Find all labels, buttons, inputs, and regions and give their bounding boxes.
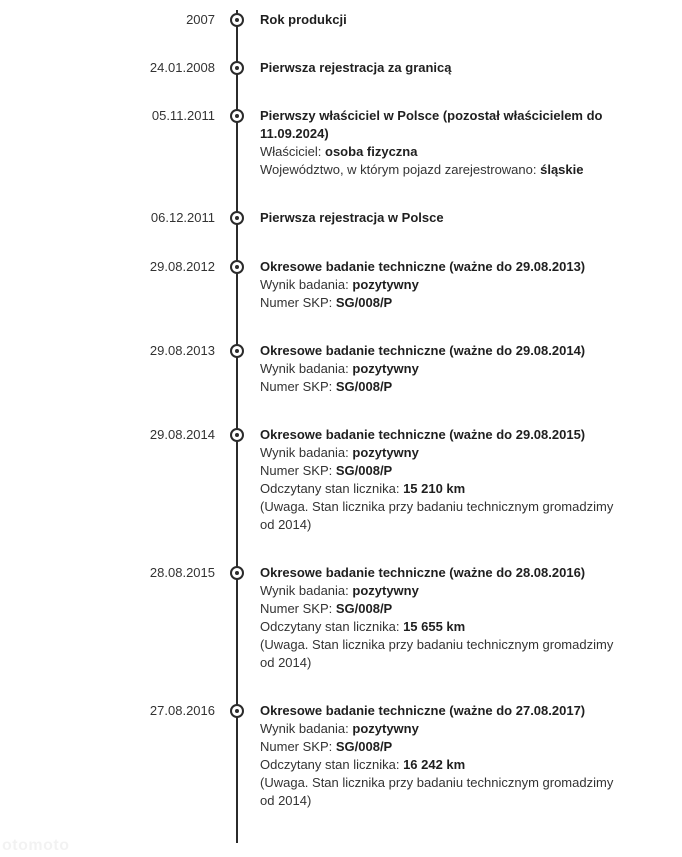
event-date: 06.12.2011 [150, 210, 215, 225]
event-title: Okresowe badanie techniczne (ważne do 27.08.2017) [260, 703, 586, 718]
detail-line-skp [260, 462, 620, 480]
event-body [260, 107, 620, 179]
detail-line-odometer [260, 618, 620, 636]
detail-label: Numer SKP: [260, 295, 336, 310]
timeline-marker-icon [230, 13, 244, 27]
detail-label: Odczytany stan licznika: [260, 757, 404, 772]
event-date: 29.08.2012 [149, 259, 215, 274]
event-date: 24.01.2008 [149, 60, 215, 75]
detail-value: SG/008/P [335, 379, 393, 394]
detail-line-result [260, 360, 620, 378]
detail-line-note [260, 636, 620, 672]
event-body [260, 564, 620, 672]
timeline-marker-icon [230, 428, 244, 442]
detail-line-skp [260, 294, 620, 312]
event-title: Okresowe badanie techniczne (ważne do 29.08.2015) [260, 427, 586, 442]
detail-value: śląskie [540, 162, 584, 177]
timeline-marker-icon [230, 344, 244, 358]
event-body [260, 258, 620, 312]
event-date: 2007 [186, 12, 215, 27]
detail-line-note [260, 498, 620, 534]
timeline-line [236, 10, 238, 843]
timeline-marker-icon [230, 109, 244, 123]
detail-label: Numer SKP: [260, 601, 336, 616]
event-date: 28.08.2015 [149, 565, 215, 580]
detail-value: pozytywny [352, 583, 419, 598]
detail-line-result [260, 444, 620, 462]
detail-value: osoba fizyczna [325, 144, 418, 159]
timeline-marker-icon [230, 211, 244, 225]
detail-label: Odczytany stan licznika: [260, 481, 404, 496]
event-title: Pierwsza rejestracja za granicą [260, 60, 452, 75]
event-date: 27.08.2016 [149, 703, 215, 718]
detail-label: Właściciel: [260, 144, 326, 159]
detail-value: pozytywny [352, 445, 419, 460]
timeline-marker-icon [230, 61, 244, 75]
event-body [260, 342, 620, 396]
detail-line-skp [260, 378, 620, 396]
event-body [260, 702, 620, 810]
detail-label: Wynik badania: [260, 277, 353, 292]
detail-line-odometer [260, 480, 620, 498]
timeline-marker-icon [230, 260, 244, 274]
detail-value: SG/008/P [335, 295, 393, 310]
detail-line-result [260, 276, 620, 294]
event-body [260, 426, 620, 534]
event-title: Okresowe badanie techniczne (ważne do 29.08.2013) [260, 259, 586, 274]
detail-note: (Uwaga. Stan licznika przy badaniu technicznym gromadzimy od 2014) [260, 499, 614, 532]
detail-value: 16 242 km [403, 757, 466, 772]
event-body [260, 59, 620, 77]
detail-line-note [260, 774, 620, 810]
event-title: Pierwsza rejestracja w Polsce [260, 210, 444, 225]
detail-label: Numer SKP: [260, 463, 336, 478]
detail-value: SG/008/P [335, 601, 393, 616]
detail-line-skp [260, 738, 620, 756]
detail-line-voivodeship [260, 161, 620, 179]
detail-value: 15 210 km [403, 481, 466, 496]
detail-line-result [260, 582, 620, 600]
event-title: Okresowe badanie techniczne (ważne do 29.08.2014) [260, 343, 586, 358]
detail-label: Wynik badania: [260, 445, 353, 460]
event-date: 29.08.2014 [149, 427, 215, 442]
detail-label: Numer SKP: [260, 739, 336, 754]
detail-note: (Uwaga. Stan licznika przy badaniu technicznym gromadzimy od 2014) [260, 775, 614, 808]
detail-value: 15 655 km [403, 619, 466, 634]
detail-label: Odczytany stan licznika: [260, 619, 404, 634]
detail-note: (Uwaga. Stan licznika przy badaniu technicznym gromadzimy od 2014) [260, 637, 614, 670]
timeline-marker-icon [230, 566, 244, 580]
watermark-logo: otomoto [2, 837, 70, 854]
timeline-marker-icon [230, 704, 244, 718]
detail-value: pozytywny [352, 721, 419, 736]
detail-label: Wynik badania: [260, 361, 353, 376]
detail-line-odometer [260, 756, 620, 774]
event-date: 29.08.2013 [149, 343, 215, 358]
event-body [260, 209, 620, 227]
event-title: Rok produkcji [260, 12, 347, 27]
event-title: Okresowe badanie techniczne (ważne do 28.08.2016) [260, 565, 586, 580]
event-date: 05.11.2011 [151, 108, 215, 123]
detail-label: Numer SKP: [260, 379, 336, 394]
event-title: Pierwszy właściciel w Polsce (pozostał właścicielem do 11.09.2024) [260, 108, 603, 141]
detail-line-result [260, 720, 620, 738]
detail-value: pozytywny [352, 361, 419, 376]
detail-label: Województwo, w którym pojazd zarejestrowano: [260, 162, 541, 177]
detail-label: Wynik badania: [260, 583, 353, 598]
detail-value: SG/008/P [335, 463, 393, 478]
detail-line-skp [260, 600, 620, 618]
detail-line-owner [260, 143, 620, 161]
detail-value: pozytywny [352, 277, 419, 292]
event-body [260, 11, 620, 29]
detail-value: SG/008/P [335, 739, 393, 754]
detail-label: Wynik badania: [260, 721, 353, 736]
